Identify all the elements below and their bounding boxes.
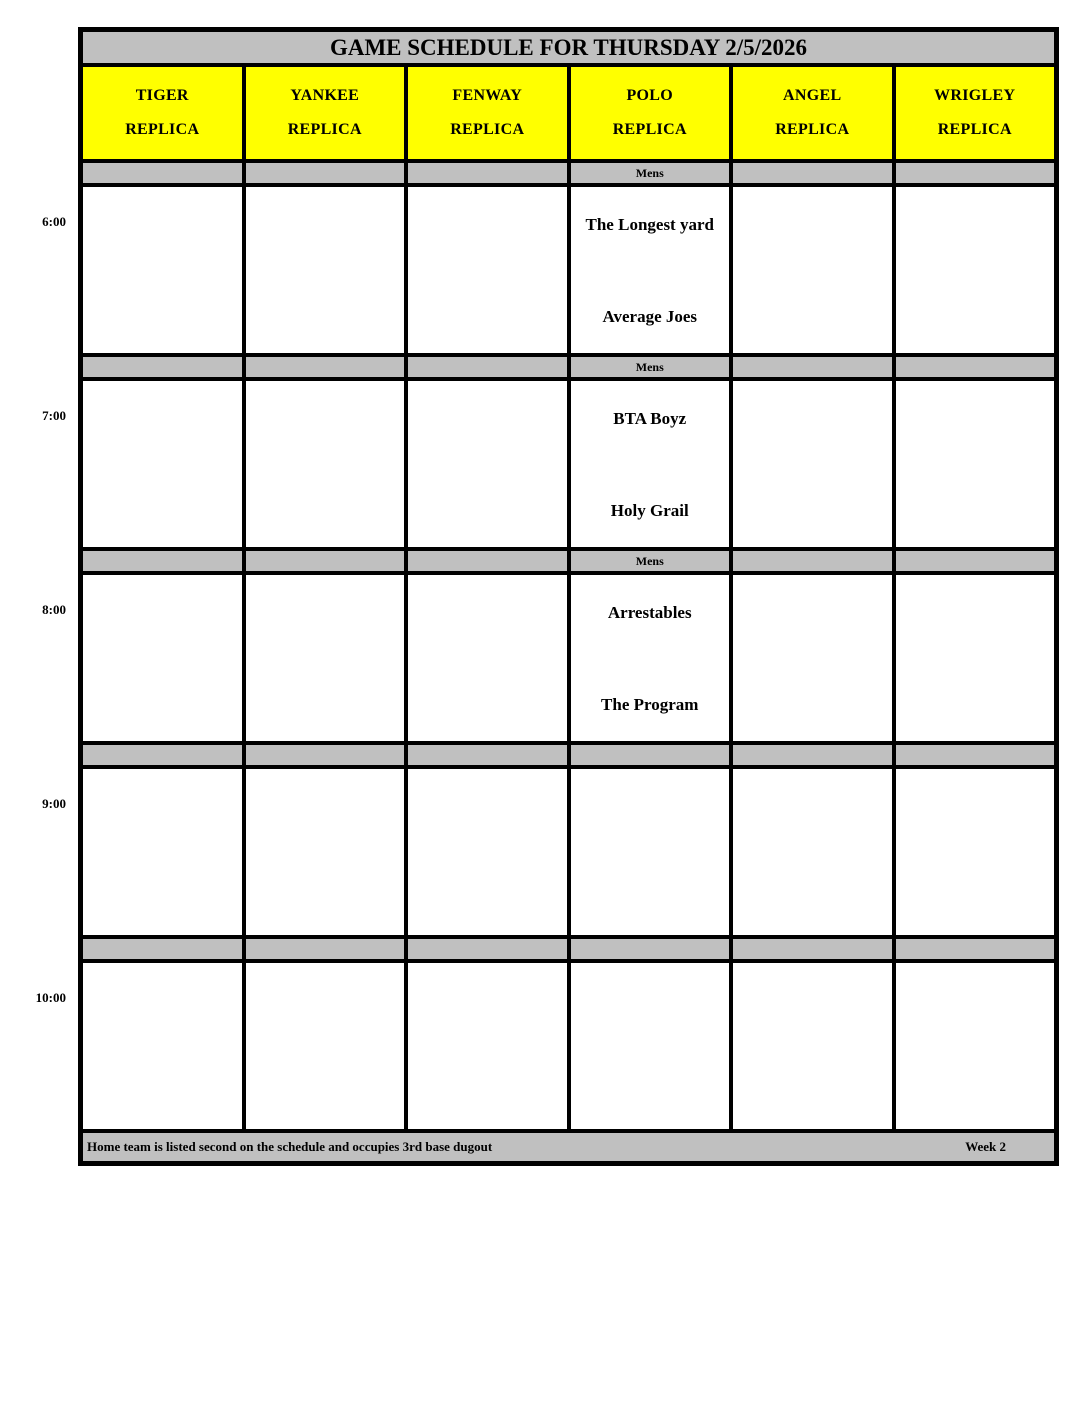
- band-cell: [83, 745, 242, 765]
- band-cell: [83, 163, 242, 183]
- game-cell: [896, 963, 1055, 1129]
- game-cell: [408, 187, 567, 353]
- game-cell: [896, 381, 1055, 547]
- field-header-fenway: [408, 67, 567, 159]
- game-cell: [83, 187, 242, 353]
- game-cell: [83, 381, 242, 547]
- field-name: WRIGLEY: [934, 87, 1016, 104]
- field-header-tiger: [83, 67, 242, 159]
- band-cell: [246, 551, 405, 571]
- band-cell: [571, 745, 730, 765]
- game-cell: [246, 381, 405, 547]
- game-cell: [896, 575, 1055, 741]
- field-type: REPLICA: [612, 121, 687, 138]
- time-label-7: 7:00: [42, 408, 66, 423]
- game-cell: [246, 769, 405, 935]
- game-cell: [408, 963, 567, 1129]
- home-team-note: Home team is listed second on the schedule and occupies 3rd base dugout: [87, 1139, 493, 1154]
- band-cell: [83, 939, 242, 959]
- field-header-row: [83, 67, 1054, 159]
- game-row-1000: [83, 963, 1054, 1129]
- band-cell: [246, 939, 405, 959]
- game-cell: [571, 963, 730, 1129]
- field-name: YANKEE: [290, 87, 360, 104]
- home-team: The Program: [601, 695, 699, 714]
- game-cell: [733, 381, 892, 547]
- band-cell: [733, 163, 892, 183]
- band-cell: [408, 939, 567, 959]
- game-row-900: [83, 769, 1054, 935]
- footer-bar: [83, 1133, 1054, 1161]
- band-cell: [83, 357, 242, 377]
- game-cell-polo: [571, 381, 730, 547]
- field-type: REPLICA: [287, 121, 362, 138]
- band-cell: [246, 163, 405, 183]
- band-cell: [896, 163, 1055, 183]
- game-cell: [246, 963, 405, 1129]
- game-cell: [408, 381, 567, 547]
- band-cell: [896, 357, 1055, 377]
- field-header-angel: [733, 67, 892, 159]
- band-cell: [896, 551, 1055, 571]
- game-row-600: [83, 187, 1054, 353]
- division-band-row-700: [83, 357, 1054, 377]
- division-band-row-900: [83, 745, 1054, 765]
- game-cell: [896, 769, 1055, 935]
- band-cell: [408, 745, 567, 765]
- band-cell: [733, 745, 892, 765]
- band-cell: [246, 357, 405, 377]
- game-cell: [571, 769, 730, 935]
- game-cell: [733, 575, 892, 741]
- time-label-10: 10:00: [35, 990, 66, 1005]
- week-label: Week 2: [965, 1139, 1006, 1154]
- game-cell: [83, 575, 242, 741]
- game-cell: [733, 769, 892, 935]
- game-cell: [408, 575, 567, 741]
- field-header-yankee: [246, 67, 405, 159]
- game-row-800: [83, 575, 1054, 741]
- band-cell: [896, 939, 1055, 959]
- home-team: Holy Grail: [610, 501, 689, 520]
- band-cell: [408, 163, 567, 183]
- division-band-row-600: [83, 163, 1054, 183]
- band-cell: [733, 551, 892, 571]
- division-label: Mens: [571, 551, 730, 571]
- time-label-9: 9:00: [42, 796, 66, 811]
- game-cell: [246, 575, 405, 741]
- band-cell: [571, 939, 730, 959]
- field-name: ANGEL: [783, 87, 842, 104]
- game-row-700: [83, 381, 1054, 547]
- game-cell: [733, 963, 892, 1129]
- field-type: REPLICA: [775, 121, 850, 138]
- band-cell: [246, 745, 405, 765]
- band-cell: [733, 939, 892, 959]
- page-title: GAME SCHEDULE FOR THURSDAY 2/5/2026: [83, 32, 1054, 63]
- division-label: Mens: [571, 163, 730, 183]
- field-name: POLO: [626, 87, 674, 104]
- away-team: BTA Boyz: [613, 409, 687, 428]
- division-band-row-800: [83, 551, 1054, 571]
- game-cell: [408, 769, 567, 935]
- game-cell: [83, 769, 242, 935]
- field-type: REPLICA: [937, 121, 1012, 138]
- time-label-8: 8:00: [42, 602, 66, 617]
- band-cell: [408, 551, 567, 571]
- band-cell: [733, 357, 892, 377]
- away-team: Arrestables: [607, 603, 692, 622]
- division-label: Mens: [571, 357, 730, 377]
- game-cell-polo: [571, 187, 730, 353]
- band-cell: [83, 551, 242, 571]
- schedule-table: [78, 27, 1059, 1166]
- field-type: REPLICA: [450, 121, 525, 138]
- field-header-polo: [571, 67, 730, 159]
- division-band-row-1000: [83, 939, 1054, 959]
- away-team: The Longest yard: [585, 215, 714, 234]
- home-team: Average Joes: [602, 307, 698, 326]
- game-cell-polo: [571, 575, 730, 741]
- band-cell: [408, 357, 567, 377]
- time-label-6: 6:00: [42, 214, 66, 229]
- band-cell: [896, 745, 1055, 765]
- field-header-wrigley: [896, 67, 1055, 159]
- field-name: TIGER: [135, 87, 189, 104]
- game-cell: [83, 963, 242, 1129]
- field-type: REPLICA: [125, 121, 200, 138]
- game-cell: [733, 187, 892, 353]
- game-cell: [246, 187, 405, 353]
- field-name: FENWAY: [452, 87, 523, 104]
- game-cell: [896, 187, 1055, 353]
